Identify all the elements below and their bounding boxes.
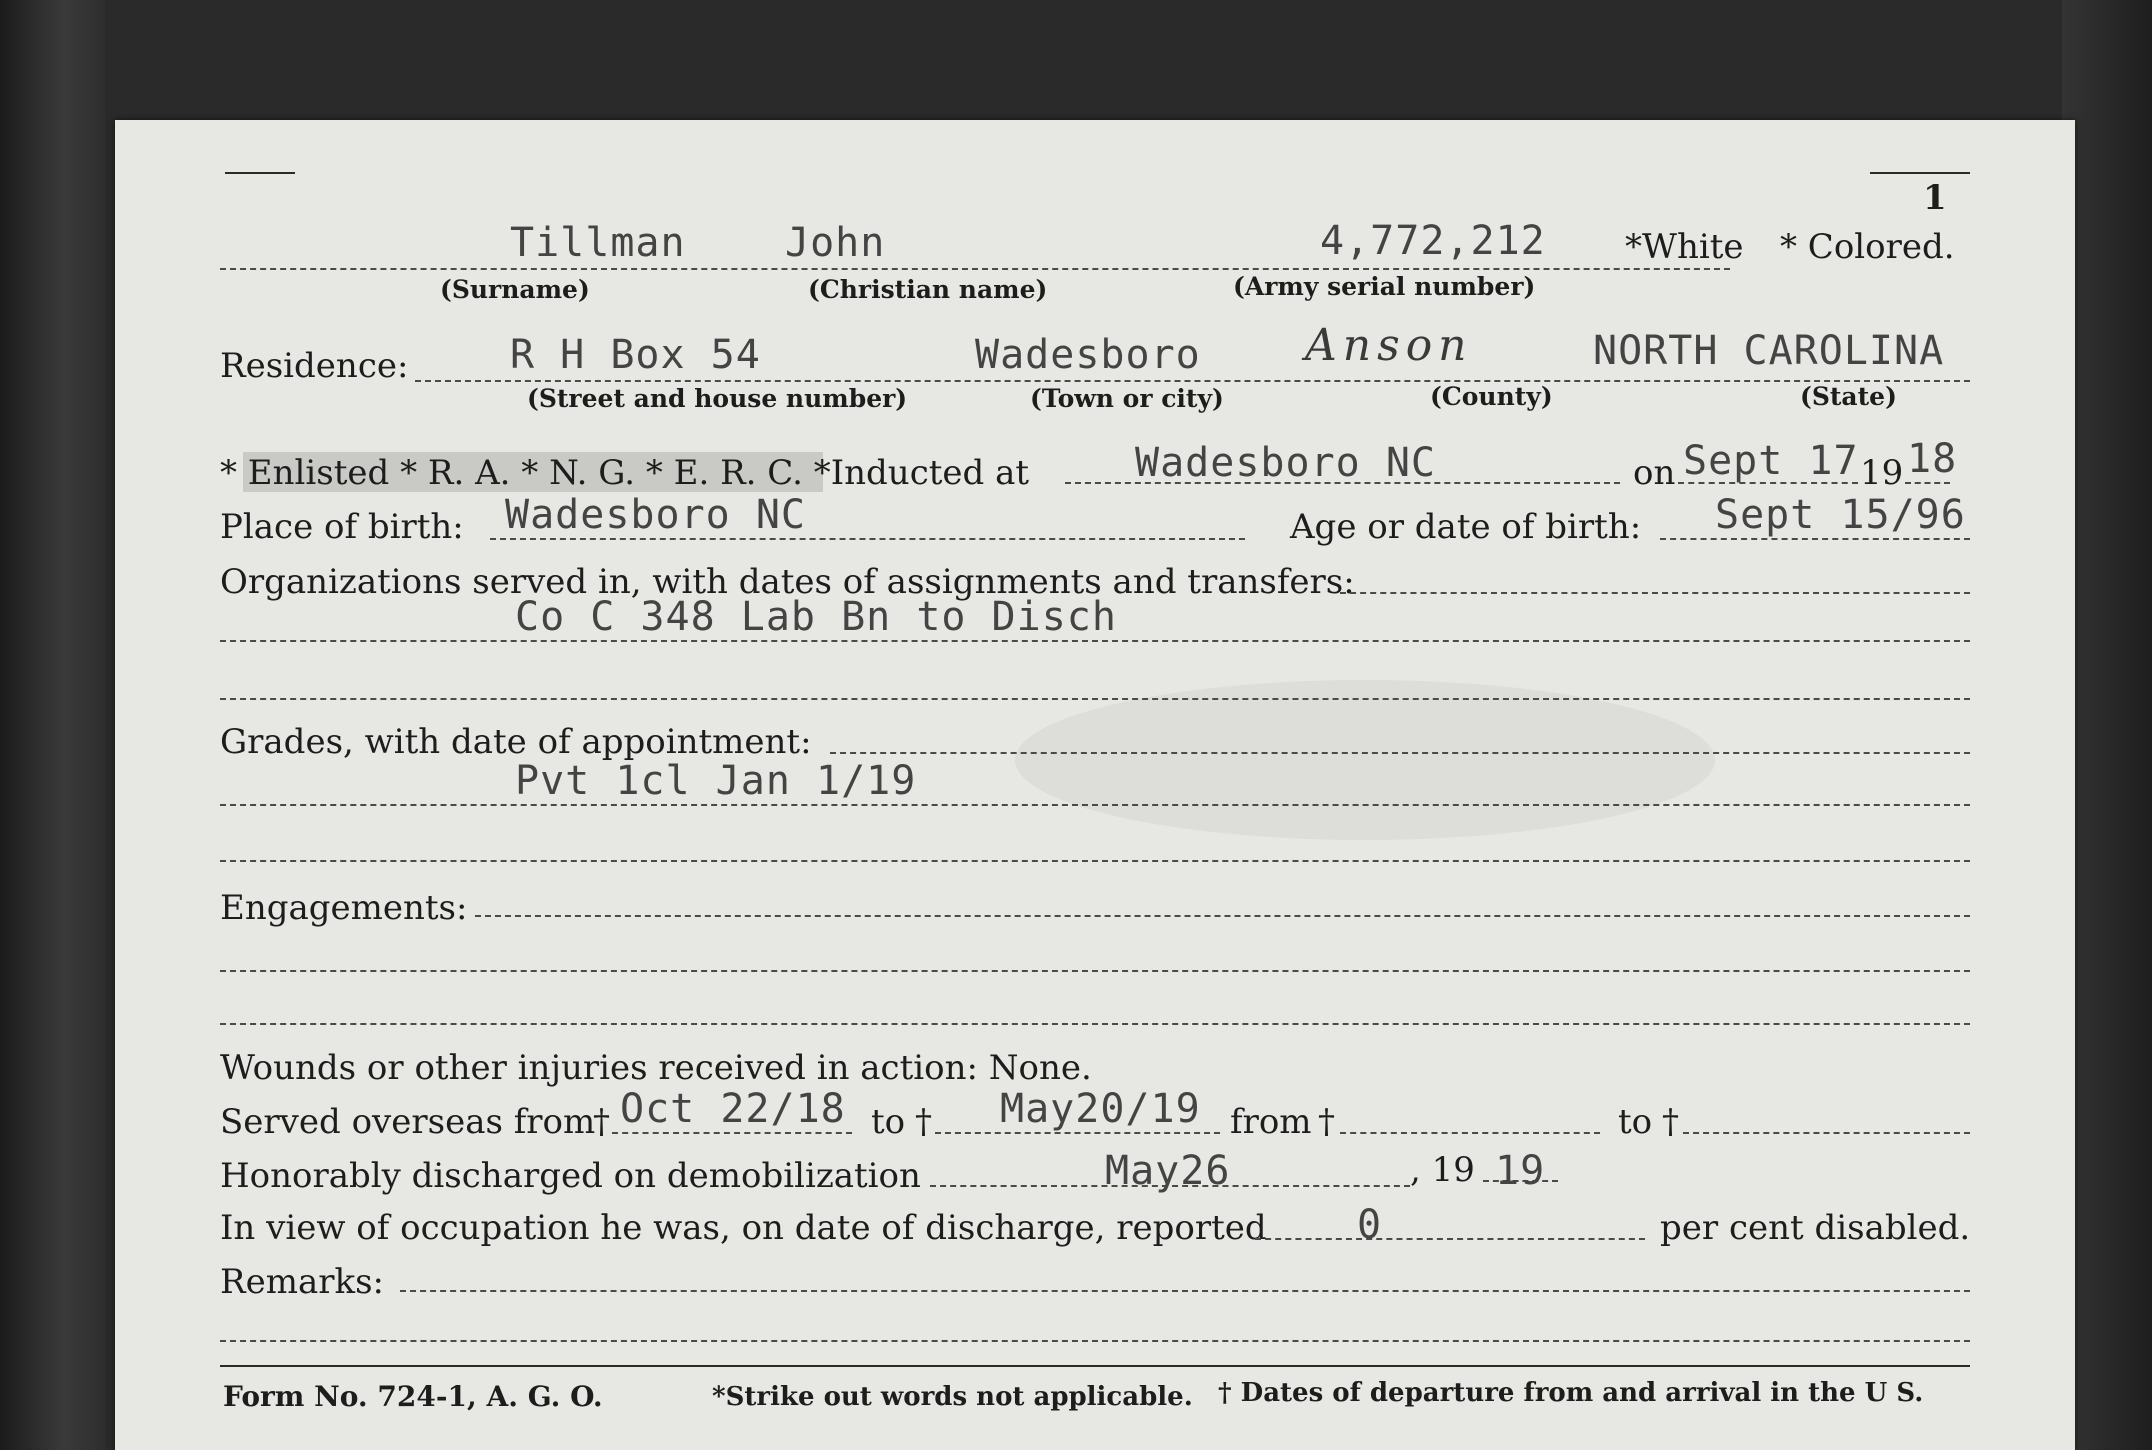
remarks-line-1 (400, 1290, 1970, 1292)
overseas-from-date: Oct 22/18 (620, 1086, 846, 1132)
footer-rule (220, 1365, 1970, 1367)
card-number: 1 (1923, 178, 1947, 218)
overseas-from-line-2 (1340, 1132, 1600, 1134)
residence-line (415, 380, 1970, 382)
induction-year-prefix: 19 (1860, 453, 1904, 493)
overseas-to-line-2 (1683, 1132, 1970, 1134)
organizations-label: Organizations served in, with dates of assignments and transfers: (220, 562, 1355, 602)
county-caption: (County) (1430, 382, 1553, 411)
birth-place-line (490, 538, 1245, 540)
surname-value: Tillman (510, 220, 686, 266)
christian-name-value: John (785, 220, 886, 266)
induction-year-value: 18 (1907, 436, 1958, 482)
disability-value: 0 (1357, 1202, 1383, 1248)
grades-label: Grades, with date of appointment: (220, 722, 812, 762)
race-colored-label: * Colored. (1780, 227, 1955, 267)
service-record-card (115, 120, 2075, 1450)
discharge-date-value: May26 (1105, 1148, 1231, 1194)
remarks-label: Remarks: (220, 1262, 384, 1302)
grades-line-3 (220, 860, 1970, 862)
induction-on-label: on (1633, 453, 1676, 493)
discharge-year-value: 19 (1495, 1148, 1546, 1194)
engagements-line-3 (220, 1023, 1970, 1025)
organizations-entry: Co C 348 Lab Bn to Disch (515, 594, 1117, 640)
engagements-line-1 (475, 915, 1970, 917)
overseas-from-line (612, 1132, 852, 1134)
discharge-label: Honorably discharged on demobilization (220, 1156, 921, 1196)
top-rule (225, 172, 295, 174)
street-caption: (Street and house number) (527, 384, 908, 413)
top-rule-right (1870, 172, 1970, 174)
organizations-line-3 (220, 698, 1970, 700)
town-caption: (Town or city) (1030, 384, 1224, 413)
engagements-line-2 (220, 970, 1970, 972)
induction-year-line (1905, 482, 1950, 484)
overseas-to-date: May20/19 (1000, 1086, 1201, 1132)
residence-county-value: Anson (1305, 320, 1473, 371)
scan-background-right (2062, 0, 2152, 1450)
remarks-line-2 (220, 1340, 1970, 1342)
overseas-to-label-2: to (1618, 1102, 1653, 1142)
disability-line (1255, 1238, 1645, 1240)
dagger-note: † Dates of departure from and arrival in the U S. (1218, 1378, 1924, 1408)
induction-place-value: Wadesboro NC (1135, 440, 1436, 486)
engagements-label: Engagements: (220, 888, 468, 928)
overseas-dagger-2: † (915, 1102, 932, 1142)
surname-caption: (Surname) (440, 275, 590, 304)
birth-date-line (1660, 538, 1970, 540)
induction-label: * Enlisted * R. A. * N. G. * E. R. C. *Inducted at (220, 453, 1030, 493)
induction-date-value: Sept 17 (1683, 438, 1859, 484)
organizations-line-2 (220, 640, 1970, 642)
birth-date-value: Sept 15/96 (1715, 492, 1966, 538)
serial-number-value: 4,772,212 (1320, 218, 1546, 264)
residence-state-value: NORTH CAROLINA (1593, 328, 1945, 374)
wounds-label: Wounds or other injuries received in action: None. (220, 1048, 1092, 1088)
scan-background-left (0, 0, 105, 1450)
grades-line-1 (830, 752, 1970, 754)
residence-street-value: R H Box 54 (510, 332, 761, 378)
residence-label: Residence: (220, 346, 409, 386)
birth-place-value: Wadesboro NC (505, 492, 806, 538)
discharge-year-prefix: , 19 (1410, 1150, 1475, 1190)
overseas-to-label: to (871, 1102, 906, 1142)
name-line (220, 268, 1730, 270)
residence-town-value: Wadesboro (975, 332, 1201, 378)
disability-label: In view of occupation he was, on date of discharge, reported (220, 1208, 1267, 1248)
grades-entry: Pvt 1cl Jan 1/19 (515, 758, 917, 804)
form-number: Form No. 724-1, A. G. O. (223, 1380, 603, 1413)
serial-number-caption: (Army serial number) (1233, 272, 1536, 301)
overseas-label: Served overseas from (220, 1102, 596, 1142)
race-white-label: *White (1625, 227, 1744, 267)
birth-date-label: Age or date of birth: (1290, 507, 1642, 547)
disability-suffix: per cent disabled. (1660, 1208, 1971, 1248)
bleed-through-smudge (1015, 680, 1715, 840)
grades-line-2 (220, 804, 1970, 806)
birth-place-label: Place of birth: (220, 507, 464, 547)
overseas-dagger-3: † (1318, 1102, 1335, 1142)
christian-name-caption: (Christian name) (808, 275, 1048, 304)
state-caption: (State) (1800, 382, 1897, 411)
overseas-dagger-4: † (1662, 1102, 1679, 1142)
overseas-dagger-1: † (593, 1102, 610, 1142)
organizations-line-1 (1340, 592, 1970, 594)
overseas-from-label-2: from (1230, 1102, 1312, 1142)
strike-out-note: *Strike out words not applicable. (712, 1382, 1193, 1412)
overseas-to-line (935, 1132, 1220, 1134)
